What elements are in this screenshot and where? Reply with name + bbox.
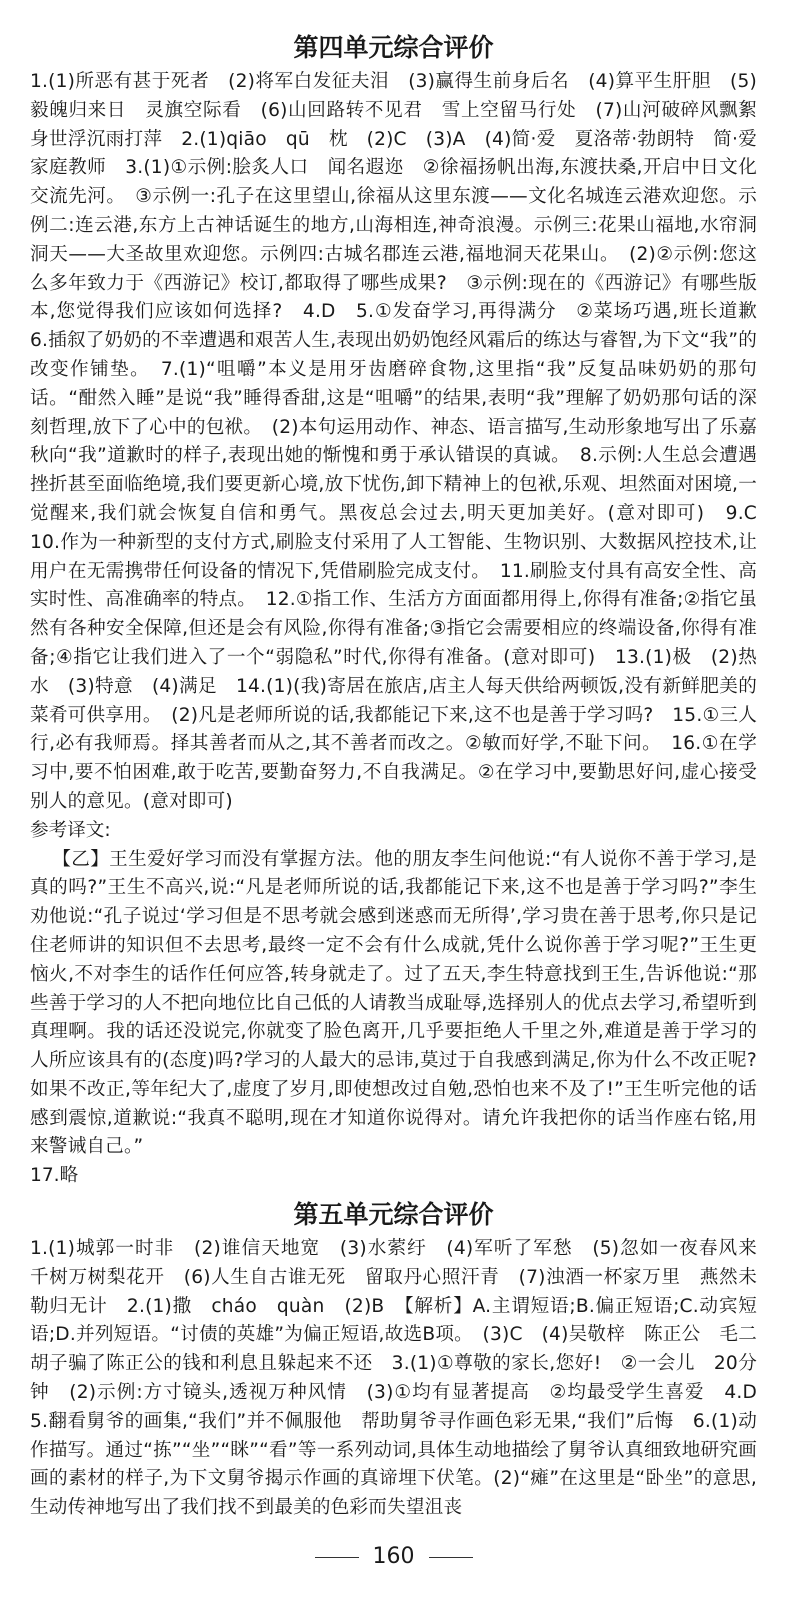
page-number-left-rule [315,1557,359,1558]
translation-label: 参考译文: [30,819,111,841]
item-17: 17.略 [30,1165,79,1187]
unit5-answers: 1.(1)城郭一时非 (2)谁信天地宽 (3)水萦纡 (4)军听了军愁 (5)忽如一夜春风来 千树万树梨花开 (6)人生自古谁无死 留取丹心照汗青 (7)浊酒一杯家万里 燕然未勒归无计 2.(1)撒 cháo quàn (2)B 【解析】A.主谓短语;B.偏正短语;C.动宾短语;D.并列短语。“讨债的英雄”为偏正短语,故选B项。 (3)C (4)吴敬梓 陈正公 毛二胡子骗了陈正公的钱和利息且躲起来不还 3.(1)①尊敬的家长,您好! ②一会儿 20分钟 (2)示例:方寸镜头,透视万种风情 (3)①均有显著提高 ②均最受学生喜爱 4.D 5.翻看舅爷的画集,“我们”并不佩服他 帮助舅爷寻作画色彩无果,“我们”后悔 6.(1)动作描写。通过“拣”“坐”“眯”“看”等一系列动词,具体生动地描绘了舅爷认真细致地研究画画的素材的样子,为下文舅爷揭示作画的真谛埋下伏笔。(2)“瘫”在这里是“卧坐”的意思,生动传神地写出了我们找不到最美的色彩而失望沮丧 [30,1238,776,1519]
page-number-value: 160 [372,1544,415,1569]
unit4-answers: 1.(1)所恶有甚于死者 (2)将军白发征夫泪 (3)赢得生前身后名 (4)算平生肝胆 (5)毅魄归来日 灵旗空际看 (6)山回路转不见君 雪上空留马行处 (7)山河破碎风飘絮 身世浮沉雨打萍 2.(1)qiāo qū 枕 (2)C (3)A (4)简·爱 夏洛蒂·勃朗特 简·爱 家庭教师 3.(1)①示例:脍炙人口 闻名遐迩 ②徐福扬帆出海,东渡扶桑,开启中日文化交流先河。 ③示例一:孔子在这里望山,徐福从这里东渡——文化名城连云港欢迎您。示例二:连云港,东方上古神话诞生的地方,山海相连,神奇浪漫。示例三:花果山福地,水帘洞洞天——大圣故里欢迎您。示例四:古城名郡连云港,福地洞天花果山。 (2)②示例:您这么多年致力于《西游记》校订,都取得了哪些成果? ③示例:现在的《西游记》有哪些版本,您觉得我们应该如何选择? 4.D 5.①发奋学习,再得满分 ②菜场巧遇,班长道歉 6.插叙了奶奶的不幸遭遇和艰苦人生,表现出奶奶饱经风霜后的练达与睿智,为下文“我”的改变作铺垫。 7.(1)“咀嚼”本义是用牙齿磨碎食物,这里指“我”反复品味奶奶的那句话。“酣然入睡”是说“我”睡得香甜,这是“咀嚼”的结果,表明“我”理解了奶奶那句话的深刻哲理,放下了心中的包袱。 (2)本句运用动作、神态、语言描写,生动形象地写出了乐嘉秋向“我”道歉时的样子,表现出她的惭愧和勇于承认错误的真诚。 8.示例:人生总会遭遇挫折甚至面临绝境,我们要更新心境,放下忧伤,卸下精神上的包袱,乐观、坦然面对困境,一觉醒来,我们就会恢复自信和勇气。黑夜总会过去,明天更加美好。(意对即可) 9.C 10.作为一种新型的支付方式,刷脸支付采用了人工智能、生物识别、大数据风控技术,让用户在无需携带任何设备的情况下,凭借刷脸完成支付。 11.刷脸支付具有高安全性、高实时性、高准确率的特点。 12.①指工作、生活方方面面都用得上,你得有准备;②指它虽然有各种安全保障,但还是会有风险,你得有准备;③指它会需要相应的终端设备,你得有准备;④指它让我们进入了一个“弱隐私”时代,你得有准备。(意对即可) 13.(1)极 (2)热水 (3)特意 (4)满足 14.(1)(我)寄居在旅店,店主人每天供给两顿饭,没有新鲜肥美的菜肴可供享用。 (2)凡是老师所说的话,我都能记下来,这不也是善于学习吗? 15.①三人行,必有我师焉。择其善者而从之,其不善者而改之。②敏而好学,不耻下问。 16.①在学习中,要不怕困难,敢于吃苦,要勤奋努力,不自我满足。②在学习中,要勤思好问,虚心接受别人的意见。(意对即可) [30,71,776,812]
unit5-title: 第五单元综合评价 [293,1200,494,1230]
unit4-title: 第四单元综合评价 [293,33,494,62]
page-number [0,1542,787,1572]
reference-translation: 【乙】王生爱好学习而没有掌握方法。他的朋友李生问他说:“有人说你不善于学习,是真的吗?”王生不高兴,说:“凡是老师所说的话,我都能记下来,这不也是善于学习吗?”李生劝他说:“孔子说过‘学习但是不思考就会感到迷惑而无所得’,学习贵在善于思考,你只是记住老师讲的知识但不去思考,最终一定不会有什么成就,凭什么说你善于学习呢?”王生更恼火,不对李生的话作任何应答,转身就走了。过了五天,李生特意找到王生,告诉他说:“那些善于学习的人不把向地位比自己低的人请教当成耻辱,选择别人的优点去学习,希望听到真理啊。我的话还没说完,你就变了脸色离开,几乎要拒绝人千里之外,难道是善于学习的人所应该具有的(态度)吗?学习的人最大的忌讳,莫过于自我感到满足,你为什么不改正呢?如果不改正,等年纪大了,虚度了岁月,即使想改过自勉,恐怕也来不及了!”王生听完他的话感到震惊,道歉说:“我真不聪明,现在才知道你说得对。请允许我把你的话当作座右铭,用来警诫自己。” [30,848,757,1158]
answer-page [30,28,776,1523]
page-number-right-rule [429,1557,473,1558]
